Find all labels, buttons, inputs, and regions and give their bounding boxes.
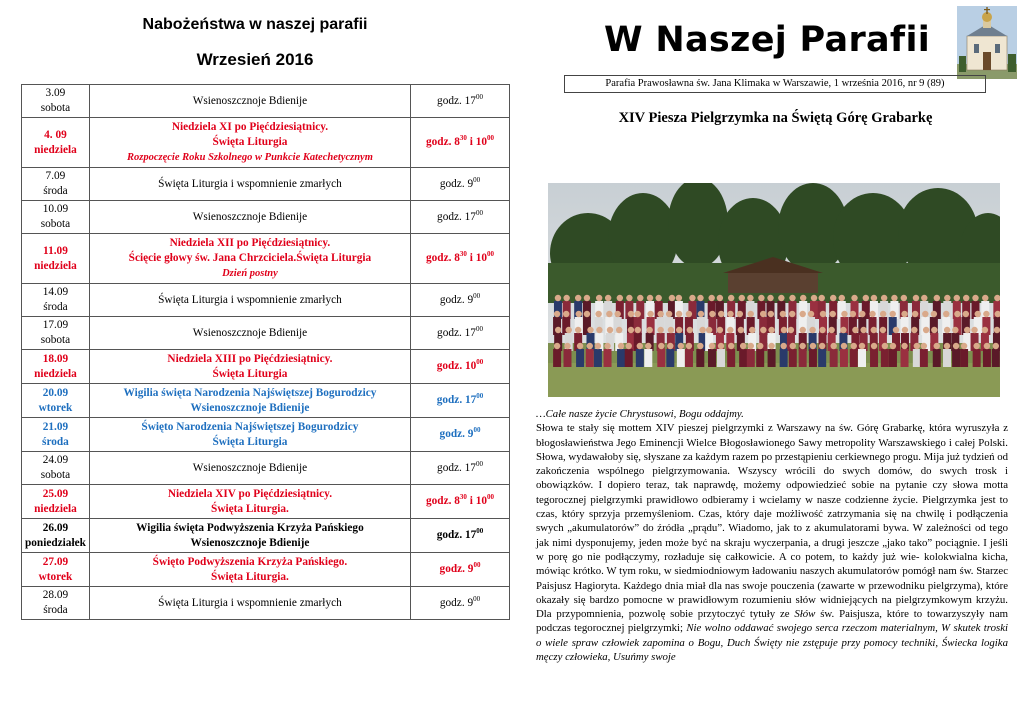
date-value: 26.09 <box>42 521 69 534</box>
article-body <box>536 407 1008 664</box>
date-value: 24.09 <box>42 454 69 466</box>
schedule-row <box>22 201 510 234</box>
service-line: Święta Liturgia. <box>211 570 289 583</box>
service-line: Wigilia święta Podwyższenia Krzyża Pańskiego <box>136 521 364 534</box>
schedule-date <box>22 168 90 201</box>
pilgrimage-group-photo <box>548 183 1000 397</box>
article-text-cont: św. Paisjusza, które to towarzyszyły nam podczas tegorocznej pielgrzymki; <box>536 608 1009 635</box>
schedule-date <box>22 384 90 418</box>
schedule-service <box>89 384 410 418</box>
day-name: niedziela <box>34 502 77 515</box>
time-value-2: i 10 <box>466 136 487 148</box>
issue-info: Parafia Prawosławna św. Jana Klimaka w Warszawie, 1 września 2016, nr 9 (89) <box>564 75 986 93</box>
time-minutes: 00 <box>473 561 481 570</box>
service-line: Święta Liturgia. <box>211 502 289 515</box>
schedule-service <box>89 485 410 519</box>
schedule-service <box>89 519 410 553</box>
schedule-time <box>411 350 510 384</box>
time-value: godz. 17 <box>437 326 476 339</box>
time-value: godz. 9 <box>439 428 474 440</box>
schedule-row <box>22 384 510 418</box>
schedule-month: Wrzesień 2016 <box>196 50 314 69</box>
schedule-time <box>411 519 510 553</box>
schedule-service <box>89 350 410 384</box>
day-name: sobota <box>40 102 71 114</box>
service-line: Wsienoszcznoje Bdienije <box>192 210 308 223</box>
date-value: 3.09 <box>45 87 66 99</box>
article-title: XIV Piesza Pielgrzymka na Świętą Górę Grabarkę <box>618 110 933 126</box>
date-value: 21.09 <box>42 420 69 433</box>
service-line: Wsienoszcznoje Bdienije <box>192 461 308 474</box>
schedule-date <box>22 452 90 485</box>
schedule-service <box>89 201 410 234</box>
schedule-time <box>411 284 510 317</box>
schedule-time <box>411 452 510 485</box>
date-value: 18.09 <box>42 352 69 365</box>
time-value: godz. 10 <box>436 360 477 372</box>
service-line: Święta Liturgia i wspomnienie zmarłych <box>158 177 342 190</box>
time-minutes: 30 <box>459 134 467 143</box>
church-image <box>957 6 1017 79</box>
schedule-date <box>22 317 90 350</box>
time-value: godz. 17 <box>437 461 476 474</box>
service-line: Rozpoczęcie Roku Szkolnego w Punkcie Katechetycznym <box>127 152 373 163</box>
day-name: środa <box>43 604 68 616</box>
time-value: godz. 9 <box>439 177 474 190</box>
time-minutes: 00 <box>475 92 483 101</box>
time-minutes: 00 <box>475 324 483 333</box>
schedule-date <box>22 587 90 620</box>
schedule-date <box>22 85 90 118</box>
service-line: Niedziela XI po Pięćdziesiątnicy. <box>171 121 329 133</box>
service-line: Wsienoszcznoje Bdienije <box>190 401 310 414</box>
schedule-time <box>411 418 510 452</box>
time-minutes: 00 <box>473 175 481 184</box>
time-minutes-2: 00 <box>487 250 494 259</box>
service-line: Święta Liturgia i wspomnienie zmarłych <box>158 293 342 306</box>
schedule-row <box>22 118 510 168</box>
schedule-time <box>411 317 510 350</box>
time-minutes-2: 00 <box>487 134 494 143</box>
service-line: Święto Podwyższenia Krzyża Pańskiego. <box>152 555 348 568</box>
service-line: Święta Liturgia <box>212 367 288 380</box>
schedule-header <box>20 14 490 72</box>
date-value: 4. 09 <box>44 128 67 141</box>
schedule-row <box>22 168 510 201</box>
day-name: wtorek <box>38 401 73 414</box>
schedule-service <box>89 118 410 168</box>
schedule-date <box>22 485 90 519</box>
schedule-row <box>22 553 510 587</box>
day-name: wtorek <box>38 570 73 583</box>
time-value: godz. 17 <box>436 394 477 406</box>
schedule-service <box>89 418 410 452</box>
date-value: 25.09 <box>42 487 69 500</box>
article-text-italic-1: Słów <box>794 608 816 621</box>
schedule-time <box>411 485 510 519</box>
schedule-date <box>22 350 90 384</box>
time-value: godz. 17 <box>437 94 476 107</box>
day-name: środa <box>42 435 69 448</box>
schedule-row <box>22 452 510 485</box>
time-minutes: 00 <box>476 358 484 367</box>
day-name: sobota <box>40 334 71 346</box>
schedule-time <box>411 168 510 201</box>
schedule-service <box>89 587 410 620</box>
time-value: godz. 9 <box>439 563 474 575</box>
service-line: Święta Liturgia i wspomnienie zmarłych <box>158 596 342 609</box>
time-value-2: i 10 <box>466 495 487 507</box>
time-minutes: 00 <box>476 527 484 536</box>
schedule-row <box>22 350 510 384</box>
article-text <box>536 421 1008 664</box>
day-name: niedziela <box>34 259 77 272</box>
schedule-time <box>411 384 510 418</box>
time-minutes-2: 00 <box>487 493 494 502</box>
time-value: godz. 8 <box>426 136 460 148</box>
schedule-row <box>22 234 510 284</box>
date-value: 17.09 <box>42 319 69 331</box>
schedule-row <box>22 519 510 553</box>
time-value: godz. 8 <box>426 495 460 507</box>
schedule-time <box>411 553 510 587</box>
service-line: Święto Narodzenia Najświętszej Bogurodzicy <box>141 420 359 433</box>
schedule-service <box>89 452 410 485</box>
date-value: 28.09 <box>42 589 69 601</box>
service-line: Święta Liturgia <box>212 435 288 448</box>
schedule-time <box>411 201 510 234</box>
date-value: 20.09 <box>42 386 69 399</box>
day-name: środa <box>43 301 68 313</box>
article-text-italic-2: Nie wolno oddawać swojego serca rzeczom materialnym, W skutek troski o wiele spraw człowiek zapomina o Bogu, Duch Święty nie zstępuje przy pomocy techniki, Świecka logika męczy człowieka, Usuńmy swoje <box>536 622 1008 664</box>
service-line: Święta Liturgia <box>212 136 288 148</box>
service-line: Niedziela XII po Pięćdziesiątnicy. <box>169 237 331 249</box>
time-value: godz. 8 <box>426 252 460 264</box>
schedule-row <box>22 85 510 118</box>
day-name: poniedziałek <box>25 536 86 549</box>
newsletter-title: W Naszej Parafii <box>604 20 931 60</box>
service-line: Wigilia święta Narodzenia Najświętszej Bogurodzicy <box>123 386 377 399</box>
schedule-service <box>89 234 410 284</box>
schedule-service <box>89 85 410 118</box>
schedule-row <box>22 284 510 317</box>
time-minutes: 00 <box>473 426 481 435</box>
schedule-service <box>89 284 410 317</box>
services-table <box>21 84 510 620</box>
time-minutes: 30 <box>459 493 467 502</box>
schedule-row <box>22 317 510 350</box>
schedule-date <box>22 519 90 553</box>
time-value: godz. 9 <box>439 596 474 609</box>
schedule-date <box>22 118 90 168</box>
schedule-date <box>22 234 90 284</box>
time-value: godz. 17 <box>437 210 476 223</box>
date-value: 27.09 <box>42 555 69 568</box>
schedule-date <box>22 553 90 587</box>
time-minutes: 30 <box>459 250 467 259</box>
schedule-date <box>22 201 90 234</box>
date-value: 14.09 <box>42 286 69 298</box>
schedule-title: Nabożeństwa w naszej parafii <box>142 16 368 33</box>
schedule-time <box>411 234 510 284</box>
schedule-time <box>411 85 510 118</box>
time-value-2: i 10 <box>466 252 487 264</box>
service-line: Wsienoszcznoje Bdienije <box>192 94 308 107</box>
time-minutes: 00 <box>473 291 481 300</box>
article-text-main: Słowa te stały się mottem XIV pieszej pielgrzymki z Warszawy na św. Górę Grabarkę, która wyruszyła z błogosławieństwa Jego Eminencji Wielce Błogosławionego Sawy metropolity Warszawskiego i całej Polski. Słowa, wydawałoby się, słyszane za każdym razem po przestąpieniu cerkiewnego progu. Mija już tydzień od zakończenia wspólnego pielgrzymowania. Wszyscy wrócili do swych domów, do swych trosk i obowiązków. I dopiero teraz, tak naprawdę, możemy odpowiedzieć sobie na pytanie czy słowa motta tegorocznej pielgrzymki prawidłowo odbieramy i wcielamy w nasze codzienne życie. Pielgrzymka jest to czas, który sprzyja przemyśleniom. Czas, który daje możliwość zatrzymania się na chwilę i podłączenia swych „akumulatorów” do źródła „prądu”. Wiadomo, jak to z akumulatorami bywa. W zależności od tego jak nimi dysponujemy, jeden może być na skraju wyczerpania, a drugi jeszcze „jako tako” pociągnie. I jeśli w porę go nie podłączymy, rozładuje się całkowicie. A co potem, to każdy już wie- kolokwialna kicha, mówiąc krótko. W tym roku, w siedmiodniowym ładowaniu naszych akumulatorów pomógł nam św. Starzec Paisjusz Hagioryta. Każdego dnia miał dla nas swoje pouczenia (zawarte w przewodniku pielgrzyma), które okazały się bardzo pomocne w prawidłowym rozumieniu słów widniejących na pielgrzymkowym krzyżu. Dla przypomnienia, pozwolę sobie przytoczyć tytuły ze <box>536 422 1008 621</box>
schedule-date <box>22 284 90 317</box>
date-value: 11.09 <box>43 244 68 257</box>
time-value: godz. 17 <box>436 529 477 541</box>
article-quote: …Całe nasze życie Chrystusowi, Bogu oddajmy. <box>536 408 744 420</box>
schedule-row <box>22 485 510 519</box>
service-line: Wsienoszcznoje Bdienije <box>190 536 310 549</box>
date-value: 7.09 <box>45 170 66 182</box>
time-minutes: 00 <box>476 392 484 401</box>
schedule-row <box>22 418 510 452</box>
schedule-time <box>411 118 510 168</box>
service-line: Niedziela XIV po Pięćdziesiątnicy. <box>167 487 333 500</box>
day-name: niedziela <box>34 367 77 380</box>
day-name: sobota <box>40 218 71 230</box>
service-line: Wsienoszcznoje Bdienije <box>192 326 308 339</box>
day-name: środa <box>43 185 68 197</box>
service-line: Ścięcie głowy św. Jana Chrzciciela.Święta Liturgia <box>128 252 372 264</box>
time-minutes: 00 <box>475 459 483 468</box>
day-name: niedziela <box>34 143 77 156</box>
service-line: Dzień postny <box>222 268 278 279</box>
time-minutes: 00 <box>475 208 483 217</box>
date-value: 10.09 <box>42 203 69 215</box>
service-line: Niedziela XIII po Pięćdziesiątnicy. <box>167 352 333 365</box>
schedule-service <box>89 168 410 201</box>
time-minutes: 00 <box>473 594 481 603</box>
schedule-date <box>22 418 90 452</box>
schedule-time <box>411 587 510 620</box>
time-value: godz. 9 <box>439 293 474 306</box>
schedule-row <box>22 587 510 620</box>
schedule-service <box>89 553 410 587</box>
day-name: sobota <box>40 469 71 481</box>
schedule-service <box>89 317 410 350</box>
